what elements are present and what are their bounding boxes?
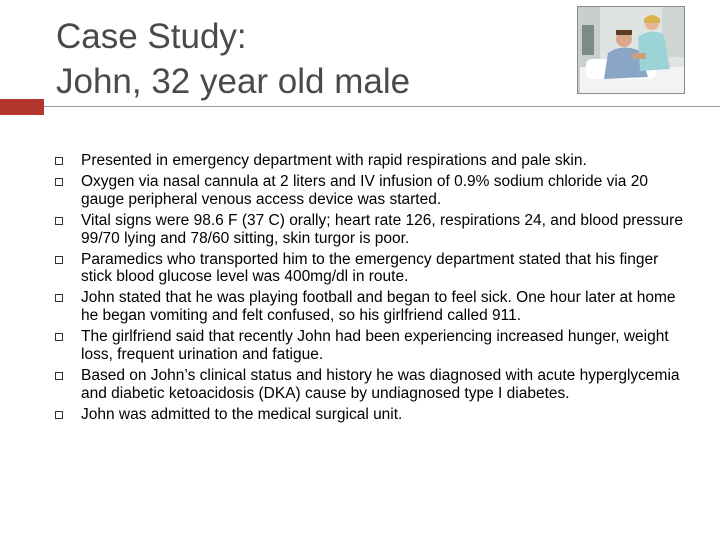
title-line-1: Case Study: (56, 17, 247, 56)
hollow-square-icon (55, 372, 63, 380)
slide-title (56, 14, 410, 104)
hollow-square-icon (55, 217, 63, 225)
list-item (52, 152, 692, 170)
bullet-text: The girlfriend said that recently John had been experiencing increased hunger, weight loss, frequent urination and fatigue. (81, 328, 669, 363)
hollow-square-icon (55, 157, 63, 165)
list-item (52, 289, 692, 325)
title-line-2: John, 32 year old male (56, 62, 411, 101)
hollow-square-icon (55, 294, 63, 302)
list-item (52, 367, 692, 403)
list-item (52, 328, 692, 364)
list-item (52, 173, 692, 209)
list-item (52, 406, 692, 424)
hollow-square-icon (55, 411, 63, 419)
list-item (52, 212, 692, 248)
hollow-square-icon (55, 178, 63, 186)
divider-accent-block (0, 99, 44, 115)
bullet-text: John was admitted to the medical surgical unit. (81, 405, 403, 423)
bullet-text: Based on John’s clinical status and history he was diagnosed with acute hyperglycemia and diabetic ketoacidosis (DKA) cause by undiagnosed type I diabetes. (81, 366, 680, 402)
case-details-list (52, 152, 692, 427)
bullet-text: Paramedics who transported him to the emergency department stated that his finger stick blood glucose level was 400mg/dl in route. (81, 250, 659, 286)
divider-line (44, 106, 720, 107)
bullet-text: Presented in emergency department with rapid respirations and pale skin. (81, 152, 587, 169)
title-divider (0, 99, 720, 115)
bullet-text: Vital signs were 98.6 F (37 C) orally; heart rate 126, respirations 24, and blood pressure 99/70 lying and 78/60 sitting, skin turgor is poor. (81, 211, 683, 247)
hollow-square-icon (55, 256, 63, 264)
hollow-square-icon (55, 333, 63, 341)
list-item (52, 251, 692, 287)
bullet-text: John stated that he was playing football and began to feel sick. One hour later at home he began vomiting and felt confused, so his girlfriend called 911. (81, 289, 676, 325)
hospital-scene-image (578, 7, 684, 93)
bullet-text: Oxygen via nasal cannula at 2 liters and IV infusion of 0.9% sodium chloride via 20 gauge peripheral venous access device was started. (81, 172, 648, 208)
patient-nurse-photo (577, 6, 685, 94)
